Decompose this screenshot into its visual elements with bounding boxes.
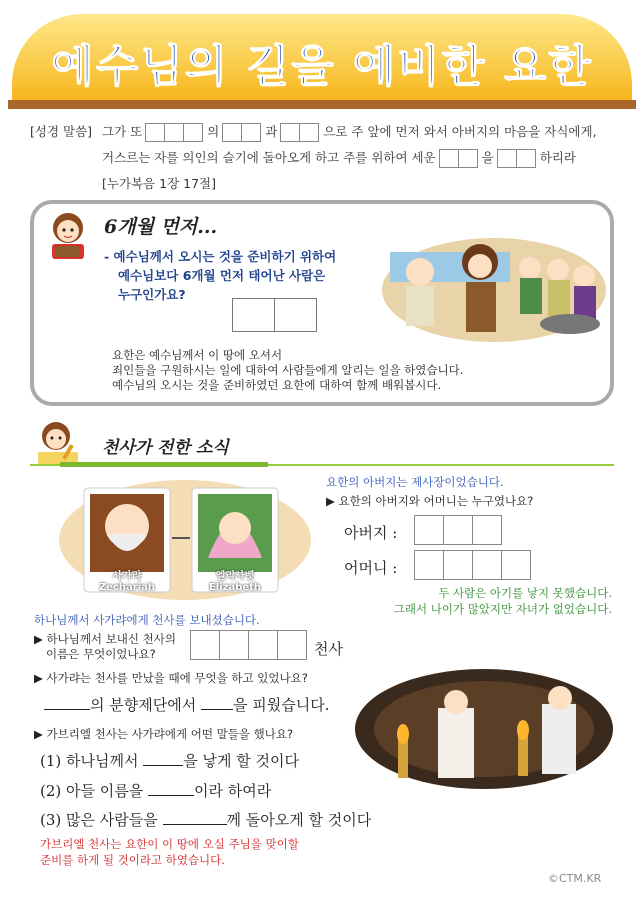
zechariah-en: Zechariah (98, 582, 156, 593)
copyright: ©CTM.KR (548, 872, 602, 885)
doing-blank-1[interactable] (44, 696, 90, 710)
verse-line2 (102, 148, 576, 168)
verse-blank-2[interactable] (223, 123, 261, 142)
item1-text-b: 을 낳게 할 것이다 (183, 752, 299, 770)
parents-question: ▶ 요한의 아버지와 어머니는 누구였나요? (326, 494, 534, 508)
said-item-2 (40, 780, 271, 801)
verse-blank-5[interactable] (498, 149, 536, 168)
girl-reading-icon (42, 208, 94, 260)
girl-writing-icon (30, 418, 84, 468)
section1-heading: 6개월 먼저... (104, 216, 218, 238)
answer-boxes-john[interactable] (232, 298, 317, 332)
temple-altar-illustration (354, 668, 614, 790)
father-note: 요한의 아버지는 제사장이었습니다. (326, 475, 504, 489)
item3-text-b: 께 돌아오게 할 것이다 (226, 811, 372, 829)
section2-divider-accent (60, 462, 268, 467)
doing-answer-line (44, 694, 329, 715)
elizabeth-en: Elizabeth (208, 582, 262, 593)
doing-question: ▶ 사가랴는 천사를 만났을 때에 무엇을 하고 있었나요? (34, 671, 308, 685)
verse-text: 으로 주 앞에 먼저 와서 아버지의 마음을 자식에게, (323, 124, 597, 139)
verse-text: 하리라 (539, 150, 576, 165)
green-note-2: 그래서 나이가 많았지만 자녀가 없었습니다. (393, 602, 612, 616)
red-note-1: 가브리엘 천사는 요한이 이 땅에 오실 주님을 맞이할 (40, 837, 299, 851)
angel-name-boxes[interactable] (190, 630, 307, 660)
angel-question-line2: 이름은 무엇이었나요? (46, 647, 156, 661)
item1-text-a: (1) 하나님께서 (40, 752, 139, 770)
said-item-3 (40, 809, 371, 830)
angel-question-line1: ▶ 하나님께서 보내신 천사의 (34, 632, 177, 646)
angel-note: 하나님께서 사가랴에게 천사를 보내셨습니다. (34, 613, 260, 627)
john-preaching-illustration (380, 232, 608, 342)
zechariah-label (96, 571, 158, 593)
section1-desc3: 예수님의 오시는 것을 준비하였던 요한에 대하여 함께 배워봅시다. (112, 378, 442, 392)
section1-question-line3: 누구인가요? (118, 287, 186, 302)
elizabeth-kr: 엘리사벳 (215, 571, 255, 582)
item2-blank[interactable] (148, 782, 194, 796)
page-title: 예수님의 길을 예비한 요한 (51, 41, 593, 92)
verse-text: 을 (481, 150, 494, 165)
section1-question-line1: - 예수님께서 오시는 것을 준비하기 위하여 (104, 249, 337, 264)
verse-text: 의 (207, 124, 220, 139)
verse-text: 그가 또 (102, 124, 143, 139)
red-note-2: 준비를 하게 될 것이라고 하였습니다. (40, 853, 225, 867)
title-bar (8, 100, 636, 109)
verse-reference: [누가복음 1장 17절] (102, 176, 217, 191)
said-item-1 (40, 750, 299, 771)
doing-text-b: 을 피웠습니다. (232, 696, 330, 714)
item3-text-a: (3) 많은 사람들을 (40, 811, 158, 829)
said-question: ▶ 가브리엘 천사는 사가랴에게 어떤 말들을 했나요? (34, 727, 294, 741)
verse-text: 과 (265, 124, 278, 139)
father-label: 아버지 : (344, 524, 398, 542)
verse-blank-4[interactable] (440, 149, 478, 168)
section1-desc1: 요한은 예수님께서 이 땅에 오셔서 (112, 348, 283, 362)
green-note-1: 두 사람은 아기를 낳지 못했습니다. (438, 586, 612, 600)
verse-blank-1[interactable] (146, 123, 203, 142)
doing-text-a: 의 분향제단에서 (90, 696, 197, 714)
section1-question-line2: 예수님보다 6개월 먼저 태어난 사람은 (118, 268, 326, 283)
section1-desc2: 죄인들을 구원하시는 일에 대하여 사람들에게 알리는 일을 하였습니다. (112, 363, 464, 377)
mother-answer-boxes[interactable] (414, 550, 531, 580)
verse-line1 (102, 122, 597, 142)
item3-blank[interactable] (163, 811, 227, 825)
father-answer-boxes[interactable] (414, 515, 502, 545)
verse-blank-3[interactable] (281, 123, 319, 142)
item2-text-a: (2) 아들 이름을 (40, 782, 144, 800)
mother-label: 어머니 : (344, 559, 398, 577)
verse-text: 거스르는 자를 의인의 슬기에 돌아오게 하고 주를 위하여 세운 (102, 150, 436, 165)
item1-blank[interactable] (143, 752, 183, 766)
angel-suffix: 천사 (314, 640, 343, 658)
doing-blank-2[interactable] (201, 696, 233, 710)
section2-heading: 천사가 전한 소식 (102, 438, 229, 458)
zechariah-kr: 사가랴 (112, 571, 142, 582)
verse-label: [성경 말씀] (30, 124, 93, 139)
item2-text-b: 이라 하여라 (194, 782, 272, 800)
elizabeth-label (204, 571, 266, 593)
